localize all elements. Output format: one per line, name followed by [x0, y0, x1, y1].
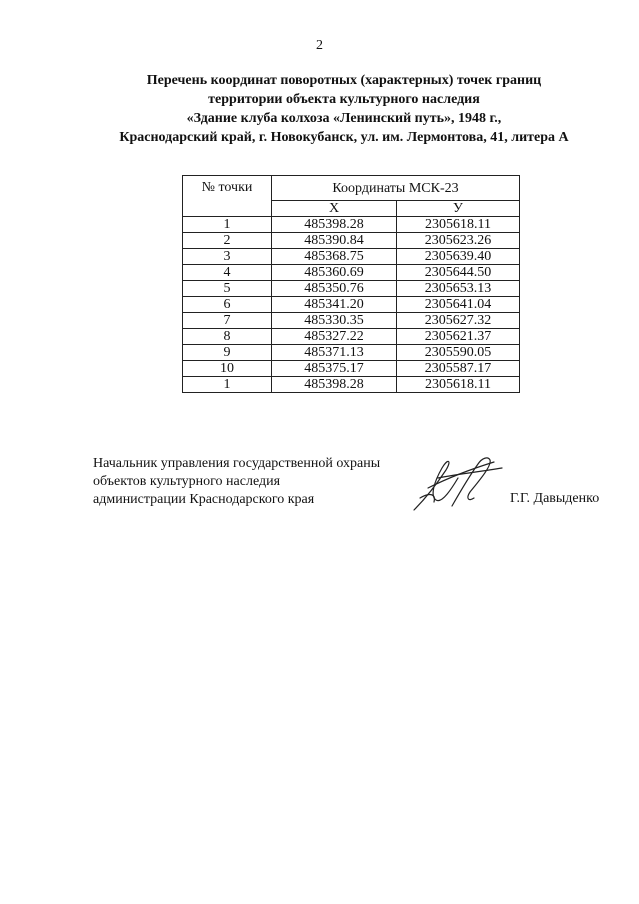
point-number-cell: 3 [183, 249, 272, 265]
point-number-cell: 5 [183, 281, 272, 297]
signature-block [93, 455, 380, 509]
y-coordinate-cell: 2305653.13 [397, 281, 520, 297]
x-coordinate-cell: 485390.84 [272, 233, 397, 249]
y-coordinate-cell: 2305618.11 [397, 377, 520, 393]
y-coordinate-cell: 2305590.05 [397, 345, 520, 361]
table-row [183, 249, 520, 265]
y-coordinate-cell: 2305621.37 [397, 329, 520, 345]
point-number-cell: 2 [183, 233, 272, 249]
y-coordinate-cell: 2305627.32 [397, 313, 520, 329]
header-y: У [397, 201, 520, 217]
table-row [183, 361, 520, 377]
title-line-4: Краснодарский край, г. Новокубанск, ул. им. Лермонтова, 41, литера А [119, 130, 569, 145]
x-coordinate-cell: 485371.13 [272, 345, 397, 361]
y-coordinate-cell: 2305639.40 [397, 249, 520, 265]
table-row [183, 217, 520, 233]
y-coordinate-cell: 2305587.17 [397, 361, 520, 377]
x-coordinate-cell: 485350.76 [272, 281, 397, 297]
table-row [183, 233, 520, 249]
point-number-cell: 8 [183, 329, 272, 345]
x-coordinate-cell: 485368.75 [272, 249, 397, 265]
table-row [183, 265, 520, 281]
title-line-2: территории объекта культурного наследия [208, 92, 480, 107]
header-point-number: № точки [183, 176, 272, 217]
x-coordinate-cell: 485398.28 [272, 217, 397, 233]
table-row [183, 313, 520, 329]
y-coordinate-cell: 2305644.50 [397, 265, 520, 281]
point-number-cell: 4 [183, 265, 272, 281]
coordinates-table [182, 175, 520, 393]
header-x: Х [272, 201, 397, 217]
coordinates-table-body [183, 217, 520, 393]
table-row [183, 297, 520, 313]
table-row [183, 345, 520, 361]
x-coordinate-cell: 485327.22 [272, 329, 397, 345]
point-number-cell: 7 [183, 313, 272, 329]
document-title [40, 71, 639, 147]
page-number: 2 [316, 38, 323, 53]
y-coordinate-cell: 2305623.26 [397, 233, 520, 249]
y-coordinate-cell: 2305618.11 [397, 217, 520, 233]
point-number-cell: 10 [183, 361, 272, 377]
x-coordinate-cell: 485330.35 [272, 313, 397, 329]
table-row [183, 281, 520, 297]
x-coordinate-cell: 485398.28 [272, 377, 397, 393]
title-line-3: «Здание клуба колхоза «Ленинский путь», 1948 г., [186, 111, 502, 126]
title-line-1: Перечень координат поворотных (характерных) точек границ [146, 73, 542, 88]
point-number-cell: 9 [183, 345, 272, 361]
x-coordinate-cell: 485375.17 [272, 361, 397, 377]
signer-name: Г.Г. Давыденко [510, 491, 600, 506]
y-coordinate-cell: 2305641.04 [397, 297, 520, 313]
table-row [183, 329, 520, 345]
signer-position-line-1: Начальник управления государственной охраны [93, 456, 381, 471]
signer-position-line-3: администрации Краснодарского края [93, 492, 315, 507]
point-number-cell: 1 [183, 217, 272, 233]
handwritten-signature [408, 448, 508, 516]
table-row [183, 377, 520, 393]
point-number-cell: 6 [183, 297, 272, 313]
header-coordinates: Координаты МСК-23 [272, 176, 520, 201]
x-coordinate-cell: 485360.69 [272, 265, 397, 281]
x-coordinate-cell: 485341.20 [272, 297, 397, 313]
point-number-cell: 1 [183, 377, 272, 393]
signer-position-line-2: объектов культурного наследия [93, 474, 281, 489]
